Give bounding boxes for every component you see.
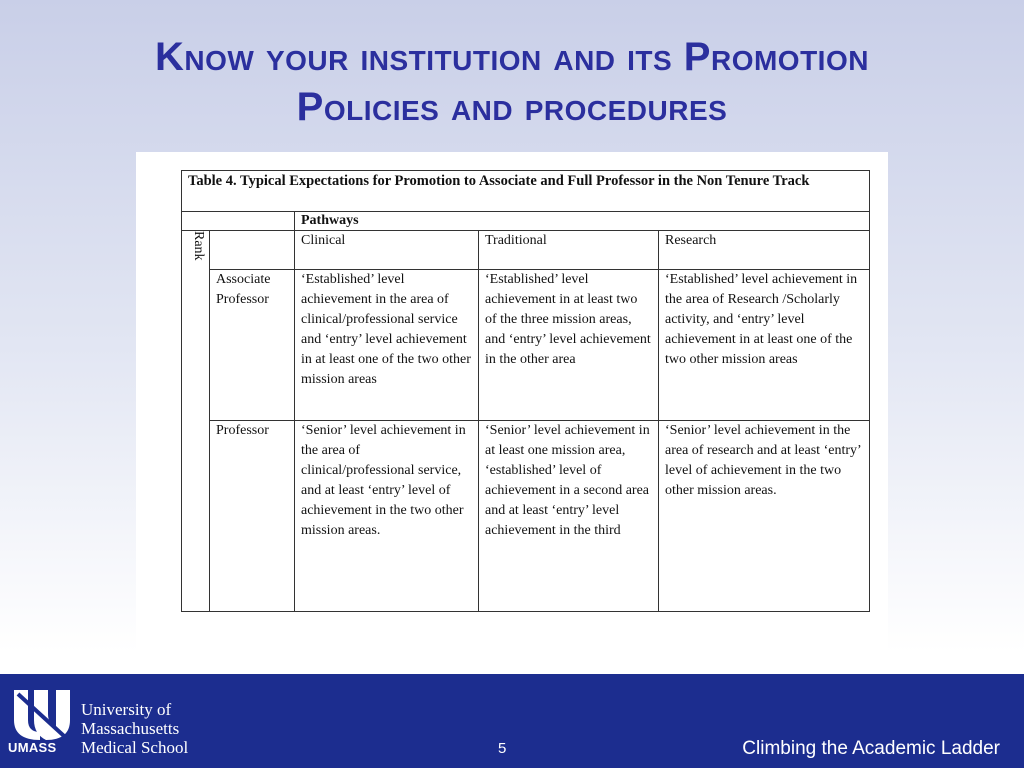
column-header-traditional: Traditional <box>479 231 659 270</box>
table-row <box>182 421 870 612</box>
column-header-clinical: Clinical <box>295 231 479 270</box>
university-name-line-1: University of <box>81 700 172 719</box>
table-image <box>136 152 888 663</box>
university-name-line-3: Medical School <box>81 738 189 757</box>
cell-associate-clinical: ‘Established’ level achievement in the area of clinical/professional service and ‘entry’ level achievement in at least one of the two other mission areas <box>295 270 479 421</box>
umass-logo-icon <box>8 684 76 746</box>
rank-associate-professor: Associate Professor <box>210 270 295 421</box>
cell-associate-research: ‘Established’ level achievement in the area of Research /Scholarly activity, and ‘entry’ level achievement in at least one of the two other mission areas <box>659 270 870 421</box>
rank-label: Rank <box>191 231 206 261</box>
slide-title-line-1: Know your institution and its Promotion <box>155 35 869 79</box>
cell-professor-traditional: ‘Senior’ level achievement in at least one mission area, ‘established’ level of achievement in a second area and at least ‘entry’ level achievement in the third <box>479 421 659 612</box>
university-name <box>81 700 188 757</box>
cell-professor-clinical: ‘Senior’ level achievement in the area of clinical/professional service, and at least ‘entry’ level of achievement in the two other mission areas. <box>295 421 479 612</box>
slide-title <box>0 32 1024 132</box>
university-name-line-2: Massachusetts <box>81 719 180 738</box>
column-header-research: Research <box>659 231 870 270</box>
rank-professor: Professor <box>210 421 295 612</box>
slide-footer <box>0 674 1024 768</box>
rank-column-blank <box>210 231 295 270</box>
page-number: 5 <box>498 740 507 757</box>
table-caption: Table 4. Typical Expectations for Promotion to Associate and Full Professor in the Non Tenure Track <box>182 171 870 212</box>
cell-associate-traditional: ‘Established’ level achievement in at least two of the three mission areas, and ‘entry’ level achievement in the other area <box>479 270 659 421</box>
cell-professor-research: ‘Senior’ level achievement in the area of research and at least ‘entry’ level of achievement in the two other mission areas. <box>659 421 870 612</box>
footer-title: Climbing the Academic Ladder <box>742 738 1000 759</box>
pathways-header: Pathways <box>295 212 870 231</box>
table-blank-corner <box>182 212 295 231</box>
slide-title-line-2: Policies and procedures <box>296 85 728 129</box>
table-row <box>182 270 870 421</box>
umass-wordmark: UMASS <box>8 740 57 755</box>
rank-header <box>182 231 210 612</box>
promotion-expectations-table <box>181 170 870 612</box>
